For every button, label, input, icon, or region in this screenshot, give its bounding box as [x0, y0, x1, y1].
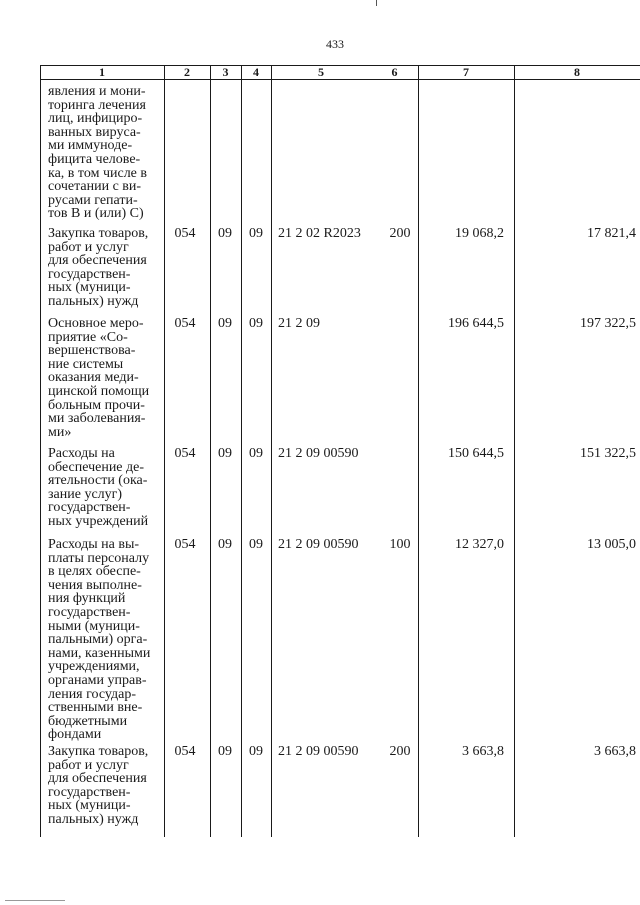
cell-col-5: 21 2 02 R2023: [278, 226, 361, 241]
cell-col-5: 21 2 09 00590: [278, 744, 359, 759]
cell-col-8: 3 663,8: [594, 744, 636, 759]
cell-col-7: 150 644,5: [448, 446, 504, 461]
column-divider: [40, 65, 41, 837]
row-description: Закупка товаров, работ и услуг для обеспечения государствен- ных (муници- пальных) нужд: [48, 226, 149, 309]
cell-col-8: 197 322,5: [580, 316, 636, 331]
cell-col-3: 09: [218, 226, 232, 241]
cell-col-3: 09: [218, 316, 232, 331]
cell-col-5: 21 2 09: [278, 316, 320, 331]
cell-col-3: 09: [218, 744, 232, 759]
cell-col-4: 09: [249, 446, 263, 461]
cell-col-4: 09: [249, 226, 263, 241]
header-col-8: 8: [574, 65, 580, 79]
header-col-3: 3: [222, 65, 229, 79]
cell-col-4: 09: [249, 537, 263, 552]
cell-col-5: 21 2 09 00590: [278, 446, 359, 461]
header-col-7: 7: [463, 65, 469, 79]
column-divider: [418, 65, 419, 837]
column-divider: [514, 65, 515, 837]
cell-col-4: 09: [249, 316, 263, 331]
row-description: Расходы на вы- платы персоналу в целях обеспе- чения выполне- ния функций государствен- ными (муници- пальными) орга- нами, казенными учреждениями, органами управ- ления государ- ственными вне- бюджетными фондами: [48, 537, 151, 743]
row-description: Закупка товаров, работ и услуг для обеспечения государствен- ных (муници- пальных) нужд: [48, 744, 149, 827]
cell-col-7: 12 327,0: [455, 537, 504, 552]
page-number: 433: [326, 37, 344, 51]
header-bottom-border: [40, 79, 640, 80]
cell-col-3: 09: [218, 446, 232, 461]
header-col-5: 5: [318, 65, 324, 79]
cell-col-2: 054: [174, 226, 196, 241]
cell-col-5: 21 2 09 00590: [278, 537, 359, 552]
header-col-4: 4: [253, 65, 259, 79]
cell-col-3: 09: [218, 537, 232, 552]
budget-table: [40, 65, 640, 837]
cell-col-8: 13 005,0: [587, 537, 636, 552]
scan-mark-bottom: [5, 900, 65, 901]
cell-col-4: 09: [249, 744, 263, 759]
row-description: Расходы на обеспечение де- ятельности (ока- зание услуг) государствен- ных учреждений: [48, 446, 149, 529]
header-col-2: 2: [184, 65, 190, 79]
row-description: явления и мони- торинга лечения лиц, инфициро- ванных вируса- ми иммуноде- фицита челове- ка, в том числе в сочетании с ви- русами гепати- тов В и (или) С): [48, 84, 147, 222]
header-col-6: 6: [391, 65, 398, 79]
cell-col-2: 054: [174, 537, 196, 552]
cell-col-6: 100: [389, 537, 411, 552]
cell-col-6: 200: [389, 226, 411, 241]
cell-col-8: 17 821,4: [587, 226, 636, 241]
header-col-1: 1: [99, 65, 105, 79]
cell-col-2: 054: [174, 744, 196, 759]
cell-col-7: 3 663,8: [462, 744, 504, 759]
row-description: Основное меро- приятие «Со- вершенствова- ние системы оказания меди- цинской помощи больным прочи- ми заболевания- ми»: [48, 316, 150, 440]
cell-col-7: 196 644,5: [448, 316, 504, 331]
cell-col-7: 19 068,2: [455, 226, 504, 241]
cell-col-2: 054: [174, 446, 196, 461]
cell-col-6: 200: [389, 744, 411, 759]
cell-col-8: 151 322,5: [580, 446, 636, 461]
scan-mark-top: [376, 0, 377, 6]
cell-col-2: 054: [174, 316, 196, 331]
